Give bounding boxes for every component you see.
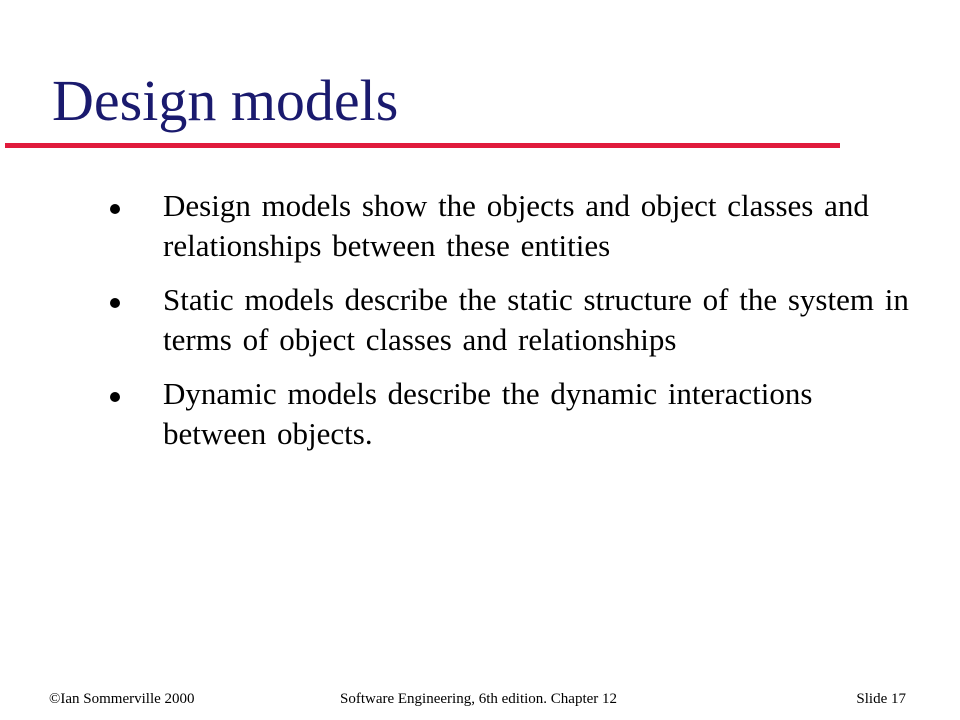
bullet-item bbox=[110, 186, 920, 266]
bullet-item bbox=[110, 374, 920, 454]
bullet-icon bbox=[110, 392, 120, 402]
bullet-icon bbox=[110, 298, 120, 308]
bullet-text: Design models show the objects and object classes and relationships between these entities bbox=[163, 188, 869, 263]
bullet-list bbox=[110, 186, 920, 468]
title-underline bbox=[5, 143, 840, 148]
footer-book-title: Software Engineering, 6th edition. Chapter 12 bbox=[340, 691, 618, 707]
bullet-item bbox=[110, 280, 920, 360]
slide-title: Design models bbox=[52, 68, 399, 133]
bullet-text: Static models describe the static structure of the system in terms of object classes and relationships bbox=[163, 282, 909, 357]
footer-copyright: ©Ian Sommerville 2000 bbox=[49, 691, 195, 707]
bullet-text: Dynamic models describe the dynamic interactions between objects. bbox=[163, 376, 813, 451]
footer-slide-number: Slide 17 bbox=[856, 691, 906, 707]
bullet-icon bbox=[110, 204, 120, 214]
